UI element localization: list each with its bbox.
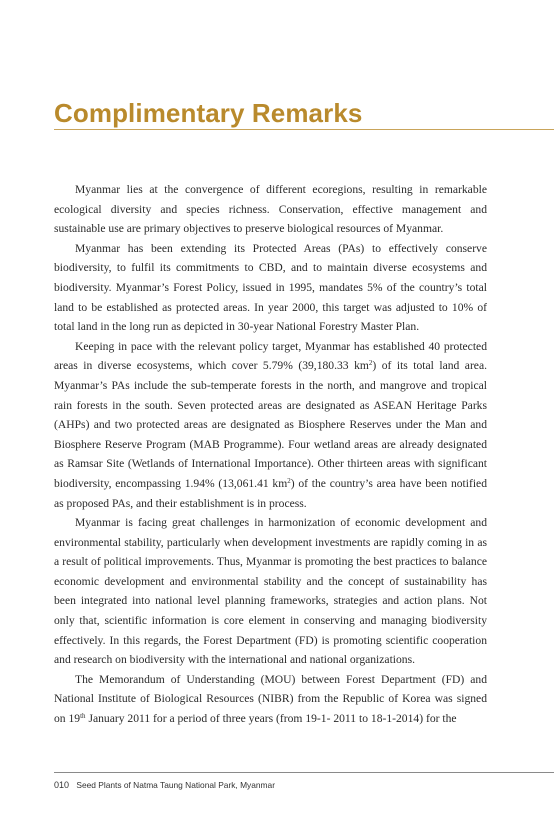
paragraph-5-part-b: January 2011 for a period of three years (from 19-1- 2011 to 18-1-2014) for the [85, 712, 457, 726]
page-footer [54, 780, 275, 790]
superscript-squared: 2 [287, 476, 291, 485]
superscript-squared: 2 [368, 359, 373, 368]
page-title: Complimentary Remarks [54, 98, 363, 128]
paragraph-3-part-a: Keeping in pace with the relevant policy target, Myanmar has established 40 protected areas in diverse ecosystems, which cover 5.79% (39,180.33 km [54, 339, 487, 373]
running-title: Seed Plants of Natma Taung National Park, Myanmar [76, 780, 275, 790]
paragraph-3 [54, 337, 487, 513]
paragraph-2: Myanmar has been extending its Protected Areas (PAs) to effectively conserve biodiversity, to fulfil its commitments to CBD, and to maintain diverse ecosystems and biodiversity. Myanmar’s Forest Policy, issued in 1995, mandates 5% of the country’s total land to be established as protected areas. In year 2000, this target was adjusted to 10% of total land in the long run as depicted in 30-year National Forestry Master Plan. [54, 241, 487, 334]
page-number: 010 [54, 780, 70, 790]
paragraph-3-part-c: ) of the country’s area have been notified as proposed PAs, and their establishment is in process. [54, 476, 488, 510]
title-divider [54, 129, 554, 130]
superscript-ordinal: th [80, 712, 86, 721]
body-text [54, 180, 487, 729]
paragraph-3-part-b: ) of its total land area. Myanmar’s PAs include the sub-temperate forests in the north, and mangrove and tropical rain forests in the south. Seven protected areas are designated as ASEAN Heritage Parks (AHPs) and two protected areas are designated as Biosphere Reserves under the Man and Biosphere Reserve Program (MAB Programme). Four wetland areas are already designated as Ramsar Site (Wetlands of International Importance). Other thirteen areas with significant biodiversity, encompassing 1.94% (13,061.41 km [54, 359, 487, 490]
footer-divider [54, 772, 554, 773]
paragraph-4: Myanmar is facing great challenges in harmonization of economic development and environmental stability, particularly when development investments are rapidly coming in as a result of political improvements. Thus, Myanmar is promoting the best practices to balance economic development and environmental stability and the concept of sustainability has been integrated into national level planning frameworks, strategies and action plans. Not only that, scientific information is core element in conserving and managing biodiversity effectively. In this regards, the Forest Department (FD) is promoting scientific cooperation and research on biodiversity with the international and national organizations. [54, 516, 487, 667]
paragraph-5-part-a: The Memorandum of Understanding (MOU) between Forest Department (FD) and National Institute of Biological Resources (NIBR) from the Republic of Korea was signed on 19 [54, 672, 487, 726]
paragraph-5 [54, 670, 487, 729]
paragraph-1: Myanmar lies at the convergence of different ecoregions, resulting in remarkable ecological diversity and species richness. Conservation, effective management and sustainable use are primary objectives to preserve biological resources of Myanmar. [54, 183, 487, 236]
